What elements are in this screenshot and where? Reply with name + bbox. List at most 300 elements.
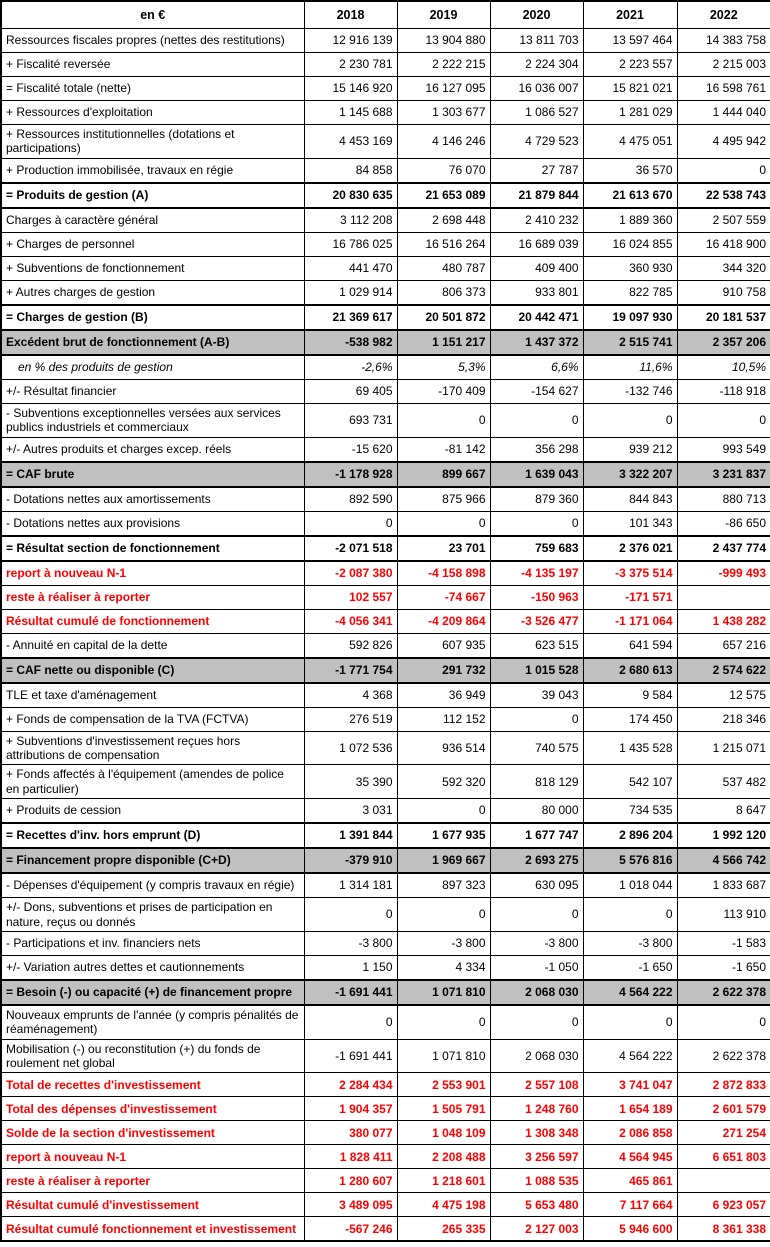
table-row [1,799,770,824]
cell-value: 879 360 [490,487,583,512]
cell-value: 22 538 743 [677,183,770,208]
row-label: +/- Dons, subventions et prises de participation en nature, reçus ou donnés [1,898,304,932]
cell-value: 2 208 488 [397,1145,490,1169]
cell-value: 759 683 [490,536,583,561]
cell-value: 607 935 [397,633,490,658]
cell-value: 21 613 670 [583,183,677,208]
cell-value: 0 [397,511,490,536]
cell-value: 27 787 [490,158,583,183]
cell-value: 936 514 [397,731,490,765]
cell-value: 16 127 095 [397,77,490,101]
cell-value: 113 910 [677,898,770,932]
unit-header: en € [1,1,304,29]
row-label: + Charges de personnel [1,232,304,256]
cell-value: 8 647 [677,799,770,824]
cell-value: 2 357 206 [677,330,770,355]
cell-value: 693 731 [304,403,397,437]
cell-value: 3 031 [304,799,397,824]
table-row [1,437,770,462]
cell-value: 1 437 372 [490,330,583,355]
cell-value: 276 519 [304,707,397,731]
row-label: = Fiscalité totale (nette) [1,77,304,101]
table-row [1,29,770,53]
cell-value: 6 923 057 [677,1193,770,1217]
cell-value: 0 [677,158,770,183]
cell-value: 2 284 434 [304,1073,397,1097]
cell-value: 1 505 791 [397,1097,490,1121]
cell-value: 16 689 039 [490,232,583,256]
cell-value: 39 043 [490,683,583,708]
cell-value: 2 574 622 [677,658,770,683]
cell-value: 740 575 [490,731,583,765]
cell-value: 218 346 [677,707,770,731]
cell-value: 0 [490,511,583,536]
row-label: Total des dépenses d'investissement [1,1097,304,1121]
row-label: + Ressources institutionnelles (dotations et participations) [1,125,304,159]
row-label: Résultat cumulé de fonctionnement [1,609,304,633]
cell-value: -81 142 [397,437,490,462]
cell-value: 1 677 747 [490,823,583,848]
cell-value: 2 698 448 [397,208,490,233]
cell-value: 939 212 [583,437,677,462]
cell-value [677,585,770,609]
table-row [1,183,770,208]
cell-value: 4 564 222 [583,1039,677,1073]
cell-value: 0 [583,1005,677,1039]
row-label: Résultat cumulé fonctionnement et investissement [1,1217,304,1242]
cell-value: -74 667 [397,585,490,609]
cell-value: 0 [304,898,397,932]
cell-value: -999 493 [677,561,770,586]
cell-value: -86 650 [677,511,770,536]
table-row [1,305,770,330]
cell-value: 2 872 833 [677,1073,770,1097]
cell-value: 3 489 095 [304,1193,397,1217]
cell-value: 592 320 [397,765,490,799]
cell-value: 2 215 003 [677,53,770,77]
cell-value: 265 335 [397,1217,490,1242]
table-row [1,1121,770,1145]
cell-value: 4 564 945 [583,1145,677,1169]
cell-value: 899 667 [397,462,490,487]
cell-value: 1 145 688 [304,101,397,125]
cell-value: 2 680 613 [583,658,677,683]
cell-value: 880 713 [677,487,770,512]
cell-value: 291 732 [397,658,490,683]
cell-value: 16 036 007 [490,77,583,101]
cell-value: 1 151 217 [397,330,490,355]
cell-value: 0 [397,898,490,932]
cell-value: 3 741 047 [583,1073,677,1097]
table-body [1,29,770,1242]
cell-value: -132 746 [583,379,677,403]
row-label: Résultat cumulé d'investissement [1,1193,304,1217]
cell-value: 0 [583,898,677,932]
cell-value: 2 896 204 [583,823,677,848]
cell-value: 734 535 [583,799,677,824]
cell-value: 1 639 043 [490,462,583,487]
cell-value: 1 828 411 [304,1145,397,1169]
cell-value: 15 821 021 [583,77,677,101]
cell-value: 16 418 900 [677,232,770,256]
cell-value: 4 453 169 [304,125,397,159]
cell-value: 380 077 [304,1121,397,1145]
table-row [1,765,770,799]
cell-value: 360 930 [583,256,677,280]
table-row [1,633,770,658]
cell-value: -538 982 [304,330,397,355]
cell-value: 0 [397,1005,490,1039]
table-row [1,125,770,159]
table-row [1,658,770,683]
cell-value: 2 222 215 [397,53,490,77]
cell-value: 13 904 880 [397,29,490,53]
row-label: + Fonds de compensation de la TVA (FCTVA) [1,707,304,731]
cell-value: -1 650 [677,955,770,980]
row-label: Mobilisation (-) ou reconstitution (+) du fonds de roulement net global [1,1039,304,1073]
cell-value: 2 223 557 [583,53,677,77]
cell-value: 3 231 837 [677,462,770,487]
cell-value [677,1169,770,1193]
table-row [1,898,770,932]
cell-value: 4 495 942 [677,125,770,159]
row-label: reste à réaliser à reporter [1,1169,304,1193]
cell-value: 592 826 [304,633,397,658]
table-row [1,330,770,355]
cell-value: 2 068 030 [490,1039,583,1073]
cell-value: -3 800 [583,931,677,955]
cell-value: 1 391 844 [304,823,397,848]
cell-value: 0 [304,1005,397,1039]
row-label: = Résultat section de fonctionnement [1,536,304,561]
cell-value: 16 598 761 [677,77,770,101]
cell-value: 1 018 044 [583,873,677,898]
header-row [1,1,770,29]
cell-value: 1 029 914 [304,280,397,305]
row-label: + Autres charges de gestion [1,280,304,305]
table-row [1,873,770,898]
cell-value: 2 376 021 [583,536,677,561]
cell-value: -1 691 441 [304,1039,397,1073]
cell-value: 7 117 664 [583,1193,677,1217]
row-label: - Dotations nettes aux provisions [1,511,304,536]
cell-value: 542 107 [583,765,677,799]
cell-value: 16 024 855 [583,232,677,256]
cell-value: 4 566 742 [677,848,770,873]
row-label: = Financement propre disponible (C+D) [1,848,304,873]
table-row [1,536,770,561]
cell-value: -3 526 477 [490,609,583,633]
cell-value: 16 786 025 [304,232,397,256]
year-header: 2021 [583,1,677,29]
row-label: - Dotations nettes aux amortissements [1,487,304,512]
year-header: 2018 [304,1,397,29]
row-label: Total de recettes d'investissement [1,1073,304,1097]
cell-value: 23 701 [397,536,490,561]
table-row [1,609,770,633]
cell-value: 0 [583,403,677,437]
cell-value: 69 405 [304,379,397,403]
cell-value: -4 158 898 [397,561,490,586]
row-label: + Production immobilisée, travaux en régie [1,158,304,183]
cell-value: 1 215 071 [677,731,770,765]
cell-value: 657 216 [677,633,770,658]
row-label: +/- Autres produits et charges excep. réels [1,437,304,462]
cell-value: 1 904 357 [304,1097,397,1121]
cell-value: 20 181 537 [677,305,770,330]
row-label: - Subventions exceptionnelles versées aux services publics industriels et commerciaux [1,403,304,437]
cell-value: -154 627 [490,379,583,403]
table-row [1,280,770,305]
cell-value: 1 889 360 [583,208,677,233]
cell-value: 12 575 [677,683,770,708]
cell-value: 2 515 741 [583,330,677,355]
cell-value: 0 [304,511,397,536]
cell-value: -3 800 [397,931,490,955]
cell-value: -567 246 [304,1217,397,1242]
table-row [1,731,770,765]
cell-value: 4 368 [304,683,397,708]
cell-value: -1 050 [490,955,583,980]
cell-value: 101 343 [583,511,677,536]
cell-value: 20 830 635 [304,183,397,208]
cell-value: 16 516 264 [397,232,490,256]
cell-value: 19 097 930 [583,305,677,330]
cell-value: 20 501 872 [397,305,490,330]
cell-value: 356 298 [490,437,583,462]
cell-value: 1 086 527 [490,101,583,125]
cell-value: 2 068 030 [490,980,583,1005]
table-row [1,848,770,873]
cell-value: 1 248 760 [490,1097,583,1121]
row-label: + Subventions d'investissement reçues hors attributions de compensation [1,731,304,765]
cell-value: 1 992 120 [677,823,770,848]
cell-value: 35 390 [304,765,397,799]
cell-value: 1 677 935 [397,823,490,848]
cell-value: -2 071 518 [304,536,397,561]
cell-value: 409 400 [490,256,583,280]
cell-value: 441 470 [304,256,397,280]
cell-value: 1 438 282 [677,609,770,633]
cell-value: 2 557 108 [490,1073,583,1097]
row-label: report à nouveau N-1 [1,1145,304,1169]
row-label: = Recettes d'inv. hors emprunt (D) [1,823,304,848]
table-row [1,931,770,955]
cell-value: 1 048 109 [397,1121,490,1145]
cell-value: 20 442 471 [490,305,583,330]
cell-value: 0 [490,707,583,731]
cell-value: 12 916 139 [304,29,397,53]
row-label: + Fiscalité reversée [1,53,304,77]
row-label: reste à réaliser à reporter [1,585,304,609]
cell-value: 344 320 [677,256,770,280]
cell-value: 4 146 246 [397,125,490,159]
cell-value: 10,5% [677,355,770,380]
row-label: +/- Résultat financier [1,379,304,403]
cell-value: 3 256 597 [490,1145,583,1169]
cell-value: 80 000 [490,799,583,824]
cell-value: 1 444 040 [677,101,770,125]
cell-value: 1 969 667 [397,848,490,873]
cell-value: 5 576 816 [583,848,677,873]
table-row [1,1073,770,1097]
cell-value: 2 622 378 [677,980,770,1005]
table-row [1,487,770,512]
cell-value: 0 [397,403,490,437]
cell-value: -4 209 864 [397,609,490,633]
table-row [1,683,770,708]
cell-value: -379 910 [304,848,397,873]
cell-value: 1 435 528 [583,731,677,765]
year-header: 2020 [490,1,583,29]
row-label: + Produits de cession [1,799,304,824]
table-row [1,1217,770,1242]
row-label: = CAF brute [1,462,304,487]
row-label: - Dépenses d'équipement (y compris travaux en régie) [1,873,304,898]
cell-value: 6,6% [490,355,583,380]
cell-value: 2 230 781 [304,53,397,77]
cell-value: 844 843 [583,487,677,512]
row-label: report à nouveau N-1 [1,561,304,586]
cell-value: -118 918 [677,379,770,403]
year-header: 2022 [677,1,770,29]
cell-value: 2 601 579 [677,1097,770,1121]
cell-value: 4 334 [397,955,490,980]
row-label: Solde de la section d'investissement [1,1121,304,1145]
table-row [1,101,770,125]
cell-value: -4 056 341 [304,609,397,633]
cell-value: 0 [490,1005,583,1039]
cell-value: 174 450 [583,707,677,731]
cell-value: -1 171 064 [583,609,677,633]
table-row [1,561,770,586]
row-label: Excédent brut de fonctionnement (A-B) [1,330,304,355]
cell-value: 910 758 [677,280,770,305]
cell-value: -3 800 [304,931,397,955]
cell-value: 1 071 810 [397,980,490,1005]
cell-value: 641 594 [583,633,677,658]
table-row [1,1145,770,1169]
cell-value: 806 373 [397,280,490,305]
cell-value: 1 303 677 [397,101,490,125]
table-row [1,403,770,437]
row-label: en % des produits de gestion [1,355,304,380]
row-label: = Charges de gestion (B) [1,305,304,330]
table-row [1,256,770,280]
row-label: = CAF nette ou disponible (C) [1,658,304,683]
cell-value: 0 [490,898,583,932]
cell-value: -3 800 [490,931,583,955]
cell-value: -1 771 754 [304,658,397,683]
cell-value: 1 314 181 [304,873,397,898]
cell-value: 0 [677,403,770,437]
cell-value: 1 833 687 [677,873,770,898]
cell-value: -171 571 [583,585,677,609]
row-label: Nouveaux emprunts de l'année (y compris pénalités de réaménagement) [1,1005,304,1039]
cell-value: -2 087 380 [304,561,397,586]
cell-value: 0 [490,403,583,437]
cell-value: 11,6% [583,355,677,380]
cell-value: -170 409 [397,379,490,403]
cell-value: 4 475 198 [397,1193,490,1217]
cell-value: 112 152 [397,707,490,731]
cell-value: 1 072 536 [304,731,397,765]
cell-value: -1 691 441 [304,980,397,1005]
table-row [1,462,770,487]
cell-value: 1 218 601 [397,1169,490,1193]
cell-value: 84 858 [304,158,397,183]
row-label: - Annuité en capital de la dette [1,633,304,658]
cell-value: 1 281 029 [583,101,677,125]
cell-value: -3 375 514 [583,561,677,586]
cell-value: 993 549 [677,437,770,462]
year-header: 2019 [397,1,490,29]
row-label: Ressources fiscales propres (nettes des restitutions) [1,29,304,53]
cell-value: 14 383 758 [677,29,770,53]
cell-value: 5 653 480 [490,1193,583,1217]
cell-value: 36 949 [397,683,490,708]
cell-value: 1 308 348 [490,1121,583,1145]
cell-value: 875 966 [397,487,490,512]
cell-value: 4 475 051 [583,125,677,159]
row-label: = Besoin (-) ou capacité (+) de financement propre [1,980,304,1005]
cell-value: 21 369 617 [304,305,397,330]
cell-value: 8 361 338 [677,1217,770,1242]
cell-value: -1 178 928 [304,462,397,487]
cell-value: -15 620 [304,437,397,462]
table-row [1,955,770,980]
cell-value: 3 322 207 [583,462,677,487]
cell-value: 1 280 607 [304,1169,397,1193]
row-label: +/- Variation autres dettes et cautionnements [1,955,304,980]
cell-value: 2 086 858 [583,1121,677,1145]
cell-value: 2 693 275 [490,848,583,873]
cell-value: 0 [397,799,490,824]
table-row [1,707,770,731]
row-label: TLE et taxe d'aménagement [1,683,304,708]
cell-value: 4 564 222 [583,980,677,1005]
table-row [1,1097,770,1121]
row-label: + Ressources d'exploitation [1,101,304,125]
cell-value: 76 070 [397,158,490,183]
table-row [1,355,770,380]
cell-value: 822 785 [583,280,677,305]
table-row [1,585,770,609]
cell-value: 21 653 089 [397,183,490,208]
cell-value: 36 570 [583,158,677,183]
cell-value: 4 729 523 [490,125,583,159]
cell-value: 21 879 844 [490,183,583,208]
cell-value: 15 146 920 [304,77,397,101]
cell-value: 2 507 559 [677,208,770,233]
cell-value: -1 583 [677,931,770,955]
cell-value: 2 224 304 [490,53,583,77]
cell-value: 2 410 232 [490,208,583,233]
cell-value: 1 654 189 [583,1097,677,1121]
cell-value: 9 584 [583,683,677,708]
cell-value: 3 112 208 [304,208,397,233]
table-row [1,980,770,1005]
cell-value: 271 254 [677,1121,770,1145]
cell-value: 102 557 [304,585,397,609]
table-row [1,208,770,233]
table-row [1,1005,770,1039]
table-row [1,379,770,403]
row-label: - Participations et inv. financiers nets [1,931,304,955]
row-label: Charges à caractère général [1,208,304,233]
table-row [1,823,770,848]
cell-value: 623 515 [490,633,583,658]
